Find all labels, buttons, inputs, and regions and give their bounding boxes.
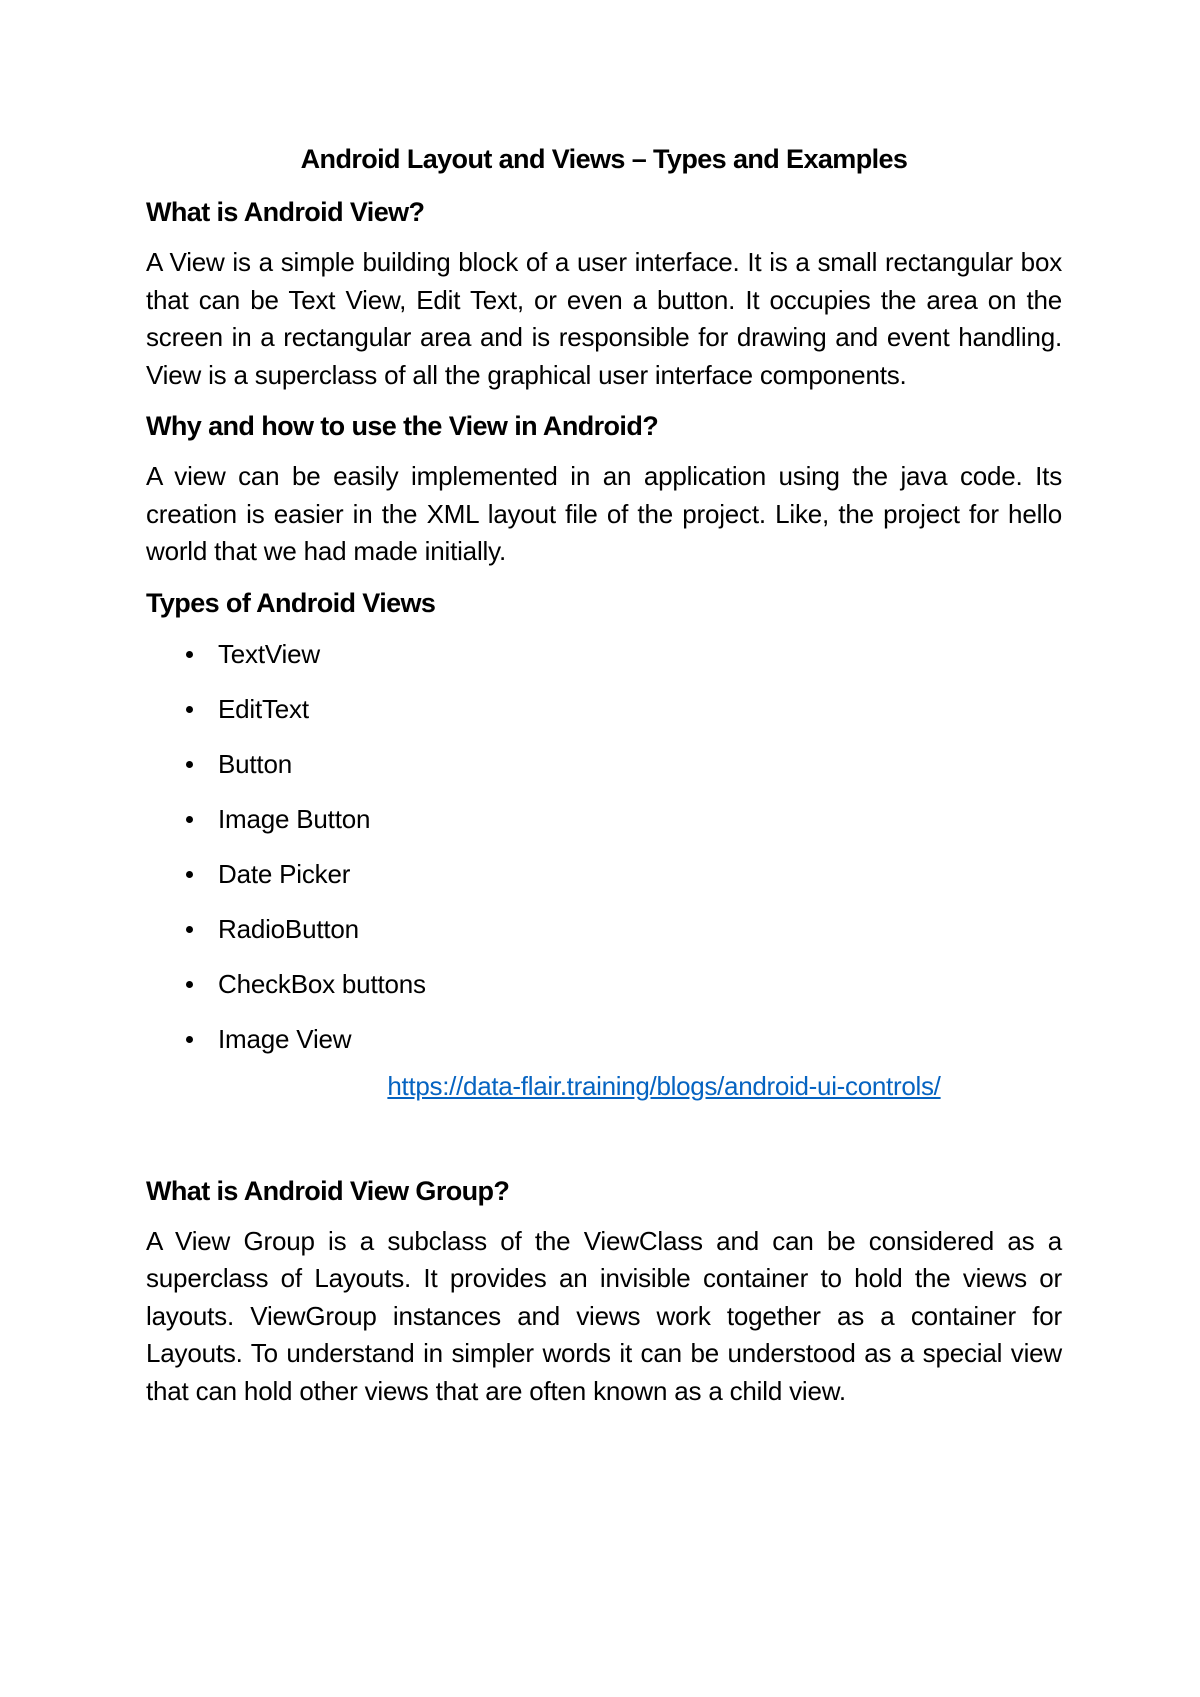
paragraph-what-is-view-group: A View Group is a subclass of the ViewClass and can be considered as a superclass of Layouts. It provides an invisible container to hold the views or layouts. ViewGroup instances and views work together as a container for Layouts. To understand in simpler words it can be understood as a special view that can hold other views that are often known as a child view. xyxy=(146,1225,1062,1406)
paragraph-why-use-view: A view can be easily implemented in an application using the java code. Its creation is easier in the XML layout file of the project. Like, the project for hello world that we had made initially. xyxy=(146,461,1062,566)
list-item xyxy=(186,1020,1062,1058)
list-item xyxy=(186,635,1062,673)
list-item-label: RadioButton xyxy=(218,913,359,944)
list-item-label: TextView xyxy=(218,638,320,669)
list-item-label: EditText xyxy=(218,693,309,724)
bullet-icon xyxy=(186,651,193,658)
paragraph-what-is-view: A View is a simple building block of a user interface. It is a small rectangular box that can be Text View, Edit Text, or even a button. It occupies the area on the screen in a rectangular area and is responsible for drawing and event handling. View is a superclass of all the graphical user interface components. xyxy=(146,247,1062,390)
bullet-icon xyxy=(186,926,193,933)
document-page xyxy=(146,140,1062,1423)
bullet-icon xyxy=(186,1036,193,1043)
list-item xyxy=(186,800,1062,838)
bullet-icon xyxy=(186,761,193,768)
list-item-label: Button xyxy=(218,748,292,779)
list-item-label: Date Picker xyxy=(218,858,351,889)
list-item xyxy=(186,690,1062,728)
view-types-list xyxy=(146,635,1062,1058)
heading-why-use-view: Why and how to use the View in Android? xyxy=(146,411,659,441)
spacer xyxy=(146,1105,1062,1172)
heading-what-is-view: What is Android View? xyxy=(146,197,425,227)
list-item xyxy=(186,855,1062,893)
bullet-icon xyxy=(186,706,193,713)
list-item xyxy=(186,965,1062,1003)
bullet-icon xyxy=(186,871,193,878)
android-ui-controls-link[interactable]: https://data-flair.training/blogs/android-ui-controls/ xyxy=(387,1070,941,1101)
document-title: Android Layout and Views – Types and Examples xyxy=(300,144,908,174)
list-item xyxy=(186,910,1062,948)
bullet-icon xyxy=(186,981,193,988)
list-item-label: Image View xyxy=(218,1023,352,1054)
list-item-label: Image Button xyxy=(218,803,371,834)
heading-types-of-views: Types of Android Views xyxy=(146,587,436,618)
link-row xyxy=(146,1067,1062,1105)
list-item xyxy=(186,745,1062,783)
list-item-label: CheckBox buttons xyxy=(218,968,426,999)
bullet-icon xyxy=(186,816,193,823)
heading-what-is-view-group: What is Android View Group? xyxy=(146,1175,510,1206)
